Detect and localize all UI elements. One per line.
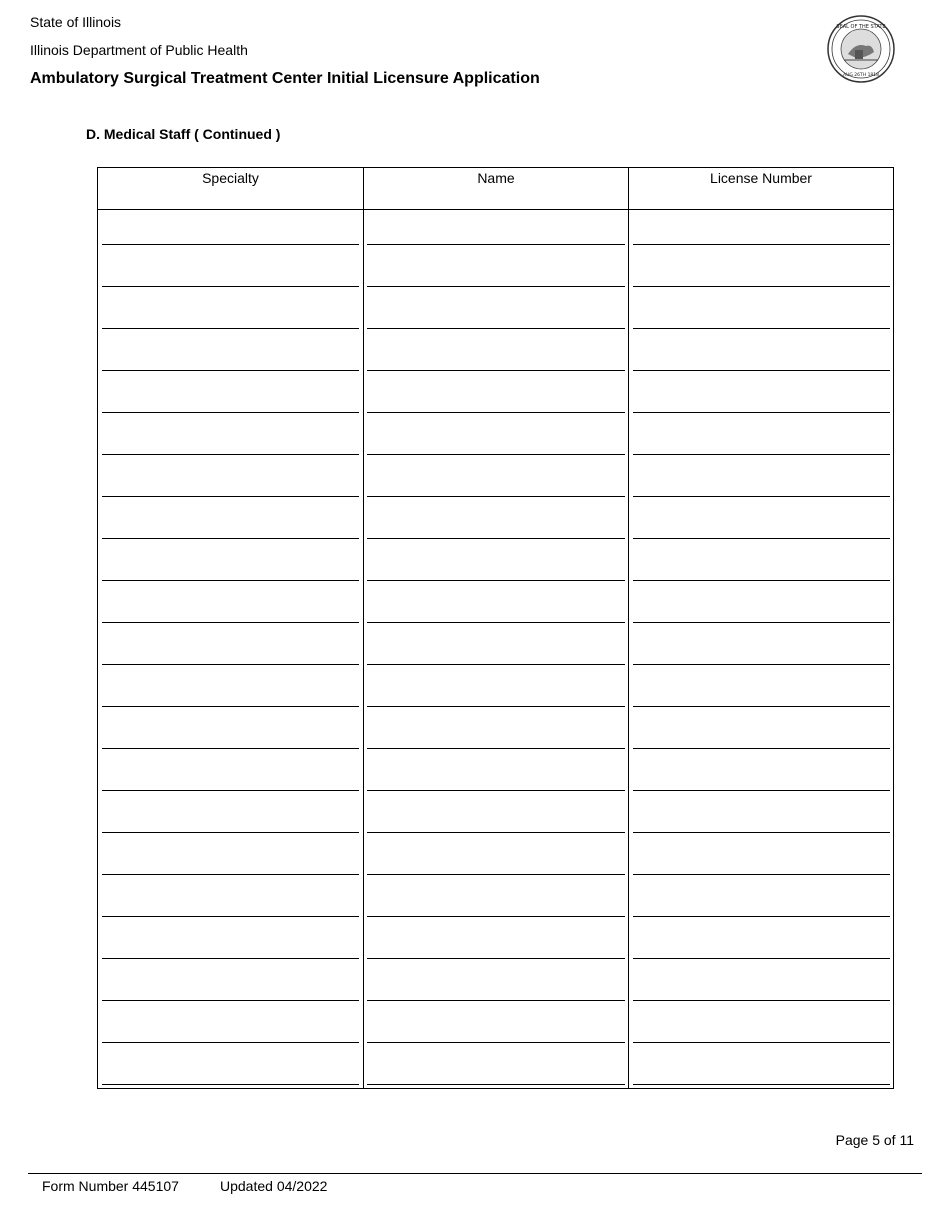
field-specialty-line[interactable] — [102, 664, 359, 665]
footer-divider — [28, 1173, 922, 1174]
field-name-line[interactable] — [367, 664, 625, 665]
field-name-line[interactable] — [367, 622, 625, 623]
field-name-line[interactable] — [367, 286, 625, 287]
field-license-number-line[interactable] — [633, 748, 890, 749]
field-name-line[interactable] — [367, 538, 625, 539]
field-specialty-line[interactable] — [102, 958, 359, 959]
field-license-number-line[interactable] — [633, 1084, 890, 1085]
field-license-number-line[interactable] — [633, 622, 890, 623]
field-license-number-line[interactable] — [633, 706, 890, 707]
field-license-number-line[interactable] — [633, 580, 890, 581]
field-bottom-line — [633, 1088, 890, 1089]
field-specialty-line[interactable] — [102, 748, 359, 749]
section-title: D. Medical Staff ( Continued ) — [86, 126, 281, 142]
column-divider — [363, 168, 364, 1088]
field-specialty-line[interactable] — [102, 1042, 359, 1043]
field-name-line[interactable] — [367, 1042, 625, 1043]
field-license-number-line[interactable] — [633, 664, 890, 665]
field-name-line[interactable] — [367, 370, 625, 371]
field-specialty-line[interactable] — [102, 412, 359, 413]
field-name-line[interactable] — [367, 454, 625, 455]
field-bottom-line — [102, 1088, 359, 1089]
column-header-name: Name — [477, 170, 515, 186]
field-specialty-line[interactable] — [102, 916, 359, 917]
field-bottom-line — [367, 1088, 625, 1089]
field-name-line[interactable] — [367, 958, 625, 959]
column-divider — [628, 168, 629, 1088]
header-divider — [98, 209, 893, 210]
svg-text:AUG 26TH 1818: AUG 26TH 1818 — [842, 73, 880, 78]
header-state: State of Illinois — [30, 14, 122, 30]
page-title: Ambulatory Surgical Treatment Center Initial Licensure Application — [30, 70, 540, 87]
field-specialty-line[interactable] — [102, 790, 359, 791]
header-department: Illinois Department of Public Health — [30, 42, 248, 58]
field-license-number-line[interactable] — [633, 1042, 890, 1043]
field-license-number-line[interactable] — [633, 1000, 890, 1001]
field-specialty-line[interactable] — [102, 454, 359, 455]
field-license-number-line[interactable] — [633, 832, 890, 833]
field-license-number-line[interactable] — [633, 874, 890, 875]
field-specialty-line[interactable] — [102, 1084, 359, 1085]
field-name-line[interactable] — [367, 916, 625, 917]
field-license-number-line[interactable] — [633, 538, 890, 539]
field-name-line[interactable] — [367, 874, 625, 875]
field-specialty-line[interactable] — [102, 286, 359, 287]
field-specialty-line[interactable] — [102, 622, 359, 623]
field-license-number-line[interactable] — [633, 370, 890, 371]
field-license-number-line[interactable] — [633, 916, 890, 917]
field-specialty-line[interactable] — [102, 370, 359, 371]
field-name-line[interactable] — [367, 1000, 625, 1001]
medical-staff-table — [97, 167, 894, 1089]
field-name-line[interactable] — [367, 580, 625, 581]
field-name-line[interactable] — [367, 412, 625, 413]
field-name-line[interactable] — [367, 496, 625, 497]
field-name-line[interactable] — [367, 328, 625, 329]
field-license-number-line[interactable] — [633, 790, 890, 791]
field-license-number-line[interactable] — [633, 454, 890, 455]
column-header-specialty: Specialty — [202, 170, 259, 186]
field-specialty-line[interactable] — [102, 1000, 359, 1001]
field-specialty-line[interactable] — [102, 328, 359, 329]
field-license-number-line[interactable] — [633, 286, 890, 287]
field-license-number-line[interactable] — [633, 412, 890, 413]
field-specialty-line[interactable] — [102, 874, 359, 875]
svg-text:SEAL OF THE STATE: SEAL OF THE STATE — [836, 24, 886, 30]
field-specialty-line[interactable] — [102, 496, 359, 497]
updated-date: Updated 04/2022 — [220, 1178, 328, 1194]
state-seal-icon — [826, 14, 896, 84]
field-license-number-line[interactable] — [633, 958, 890, 959]
field-license-number-line[interactable] — [633, 496, 890, 497]
page-number: Page 5 of 11 — [835, 1132, 914, 1148]
field-name-line[interactable] — [367, 244, 625, 245]
field-name-line[interactable] — [367, 748, 625, 749]
field-name-line[interactable] — [367, 832, 625, 833]
field-license-number-line[interactable] — [633, 328, 890, 329]
column-header-license-number: License Number — [710, 170, 812, 186]
field-name-line[interactable] — [367, 1084, 625, 1085]
form-number: Form Number 445107 — [42, 1178, 179, 1194]
field-specialty-line[interactable] — [102, 538, 359, 539]
field-specialty-line[interactable] — [102, 706, 359, 707]
field-name-line[interactable] — [367, 790, 625, 791]
field-license-number-line[interactable] — [633, 244, 890, 245]
field-specialty-line[interactable] — [102, 832, 359, 833]
field-specialty-line[interactable] — [102, 580, 359, 581]
field-specialty-line[interactable] — [102, 244, 359, 245]
field-name-line[interactable] — [367, 706, 625, 707]
